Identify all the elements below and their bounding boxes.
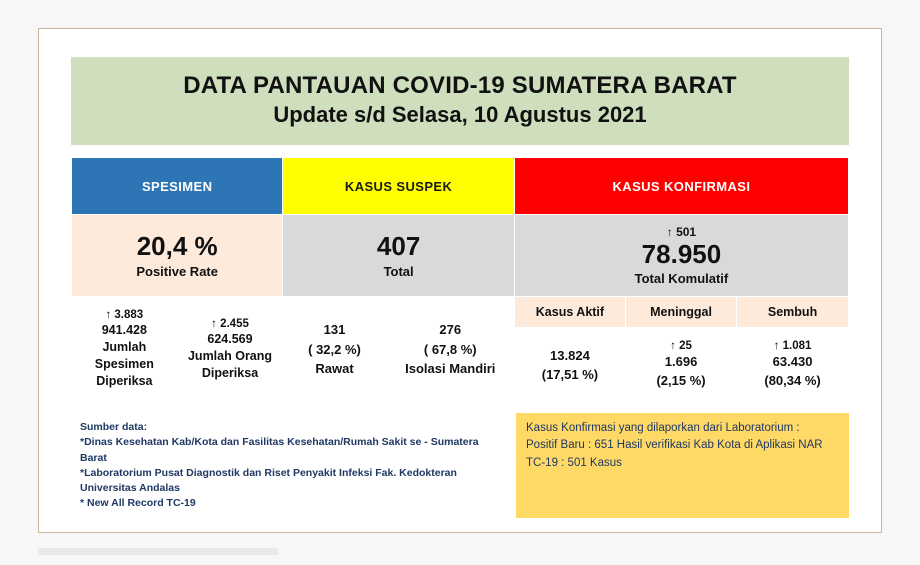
suspek-total-cell xyxy=(283,215,515,297)
spesimen-col2-label-1: Jumlah Orang xyxy=(187,348,273,363)
konfirmasi-col-header-2: Sembuh xyxy=(737,297,849,328)
page-title: DATA PANTAUAN COVID-19 SUMATERA BARAT xyxy=(183,72,737,99)
spesimen-col1-label-2: Diperiksa xyxy=(96,374,153,389)
konfirmasi-col-delta-1: ↑ 25 xyxy=(670,339,692,352)
source-line-0: *Dinas Kesehatan Kab/Kota dan Fasilitas Kesehatan/Rumah Sakit se - Sumatera Barat xyxy=(80,436,479,464)
konfirmasi-total-label: Total Komulatif xyxy=(634,271,729,287)
note-line-2: TC-19 : 501 Kasus xyxy=(526,456,622,469)
spesimen-col1-cell xyxy=(72,297,178,403)
source-line-2: * New All Record TC-19 xyxy=(80,497,196,510)
spesimen-col2-label-2: Diperiksa xyxy=(201,365,259,380)
note-block xyxy=(516,413,849,518)
suspek-rawat-percent: ( 32,2 %) xyxy=(308,341,361,357)
spesimen-col1-delta: ↑ 3.883 xyxy=(105,309,144,322)
source-title: Sumber data: xyxy=(80,421,148,434)
konfirmasi-col-percent-1: (2,15 %) xyxy=(656,373,706,389)
source-line-1: *Laboratorium Pusat Diagnostik dan Riset Penyakit Infeksi Fak. Kedokteran Universitas Andalas xyxy=(80,466,457,494)
konfirmasi-col-cell-2 xyxy=(737,328,849,403)
page-subtitle: Update s/d Selasa, 10 Agustus 2021 xyxy=(273,102,647,128)
konfirmasi-col-header-1: Meninggal xyxy=(625,297,736,328)
spesimen-col1-label-1: Jumlah Spesimen xyxy=(94,340,154,372)
konfirmasi-col-percent-2: (80,34 %) xyxy=(764,373,821,389)
spesimen-col2-delta: ↑ 2.455 xyxy=(211,317,249,330)
source-block xyxy=(71,413,516,518)
bottom-strip xyxy=(38,548,278,555)
konfirmasi-col-percent-0: (17,51 %) xyxy=(541,367,599,383)
infographic-card xyxy=(38,28,882,533)
konfirmasi-col-header-0: Kasus Aktif xyxy=(514,297,625,328)
konfirmasi-col-cell-1 xyxy=(625,328,736,403)
konfirmasi-col-value-2: 63.430 xyxy=(772,353,813,369)
spesimen-col2-value: 624.569 xyxy=(207,331,253,346)
konfirmasi-total-value: 78.950 xyxy=(641,238,722,269)
header-suspek: KASUS SUSPEK xyxy=(283,158,515,215)
note-line-1: Positif Baru : 651 Hasil verifikasi Kab Kota di Aplikasi NAR xyxy=(526,439,823,452)
konfirmasi-total-cell xyxy=(514,215,848,297)
footer xyxy=(71,413,849,518)
suspek-rawat-cell xyxy=(283,297,386,403)
konfirmasi-col-cell-0 xyxy=(514,328,625,403)
title-banner xyxy=(71,57,849,145)
header-spesimen: SPESIMEN xyxy=(72,158,283,215)
suspek-total-value: 407 xyxy=(376,231,421,262)
positive-rate-value: 20,4 % xyxy=(136,231,218,262)
suspek-isolasi-cell xyxy=(386,297,514,403)
suspek-isolasi-label: Isolasi Mandiri xyxy=(405,361,496,377)
note-line-0: Kasus Konfirmasi yang dilaporkan dari Laboratorium : xyxy=(526,422,800,435)
konfirmasi-delta: ↑ 501 xyxy=(666,224,697,239)
suspek-isolasi-value: 276 xyxy=(439,322,462,338)
positive-rate-label: Positive Rate xyxy=(136,263,218,279)
konfirmasi-col-delta-2: ↑ 1.081 xyxy=(773,339,812,352)
positive-rate-cell xyxy=(72,215,283,297)
suspek-isolasi-percent: ( 67,8 %) xyxy=(423,341,477,357)
suspek-rawat-label: Rawat xyxy=(315,361,354,377)
spesimen-col1-value: 941.428 xyxy=(101,323,147,338)
header-row xyxy=(72,158,849,215)
summary-row xyxy=(72,215,849,297)
spesimen-col2-cell xyxy=(177,297,283,403)
konfirmasi-subheader-row xyxy=(72,297,849,328)
header-konfirmasi: KASUS KONFIRMASI xyxy=(514,158,848,215)
konfirmasi-col-value-0: 13.824 xyxy=(550,347,590,363)
data-grid xyxy=(71,157,849,403)
suspek-rawat-value: 131 xyxy=(323,322,346,338)
konfirmasi-col-value-1: 1.696 xyxy=(664,353,698,369)
suspek-total-label: Total xyxy=(383,263,414,279)
